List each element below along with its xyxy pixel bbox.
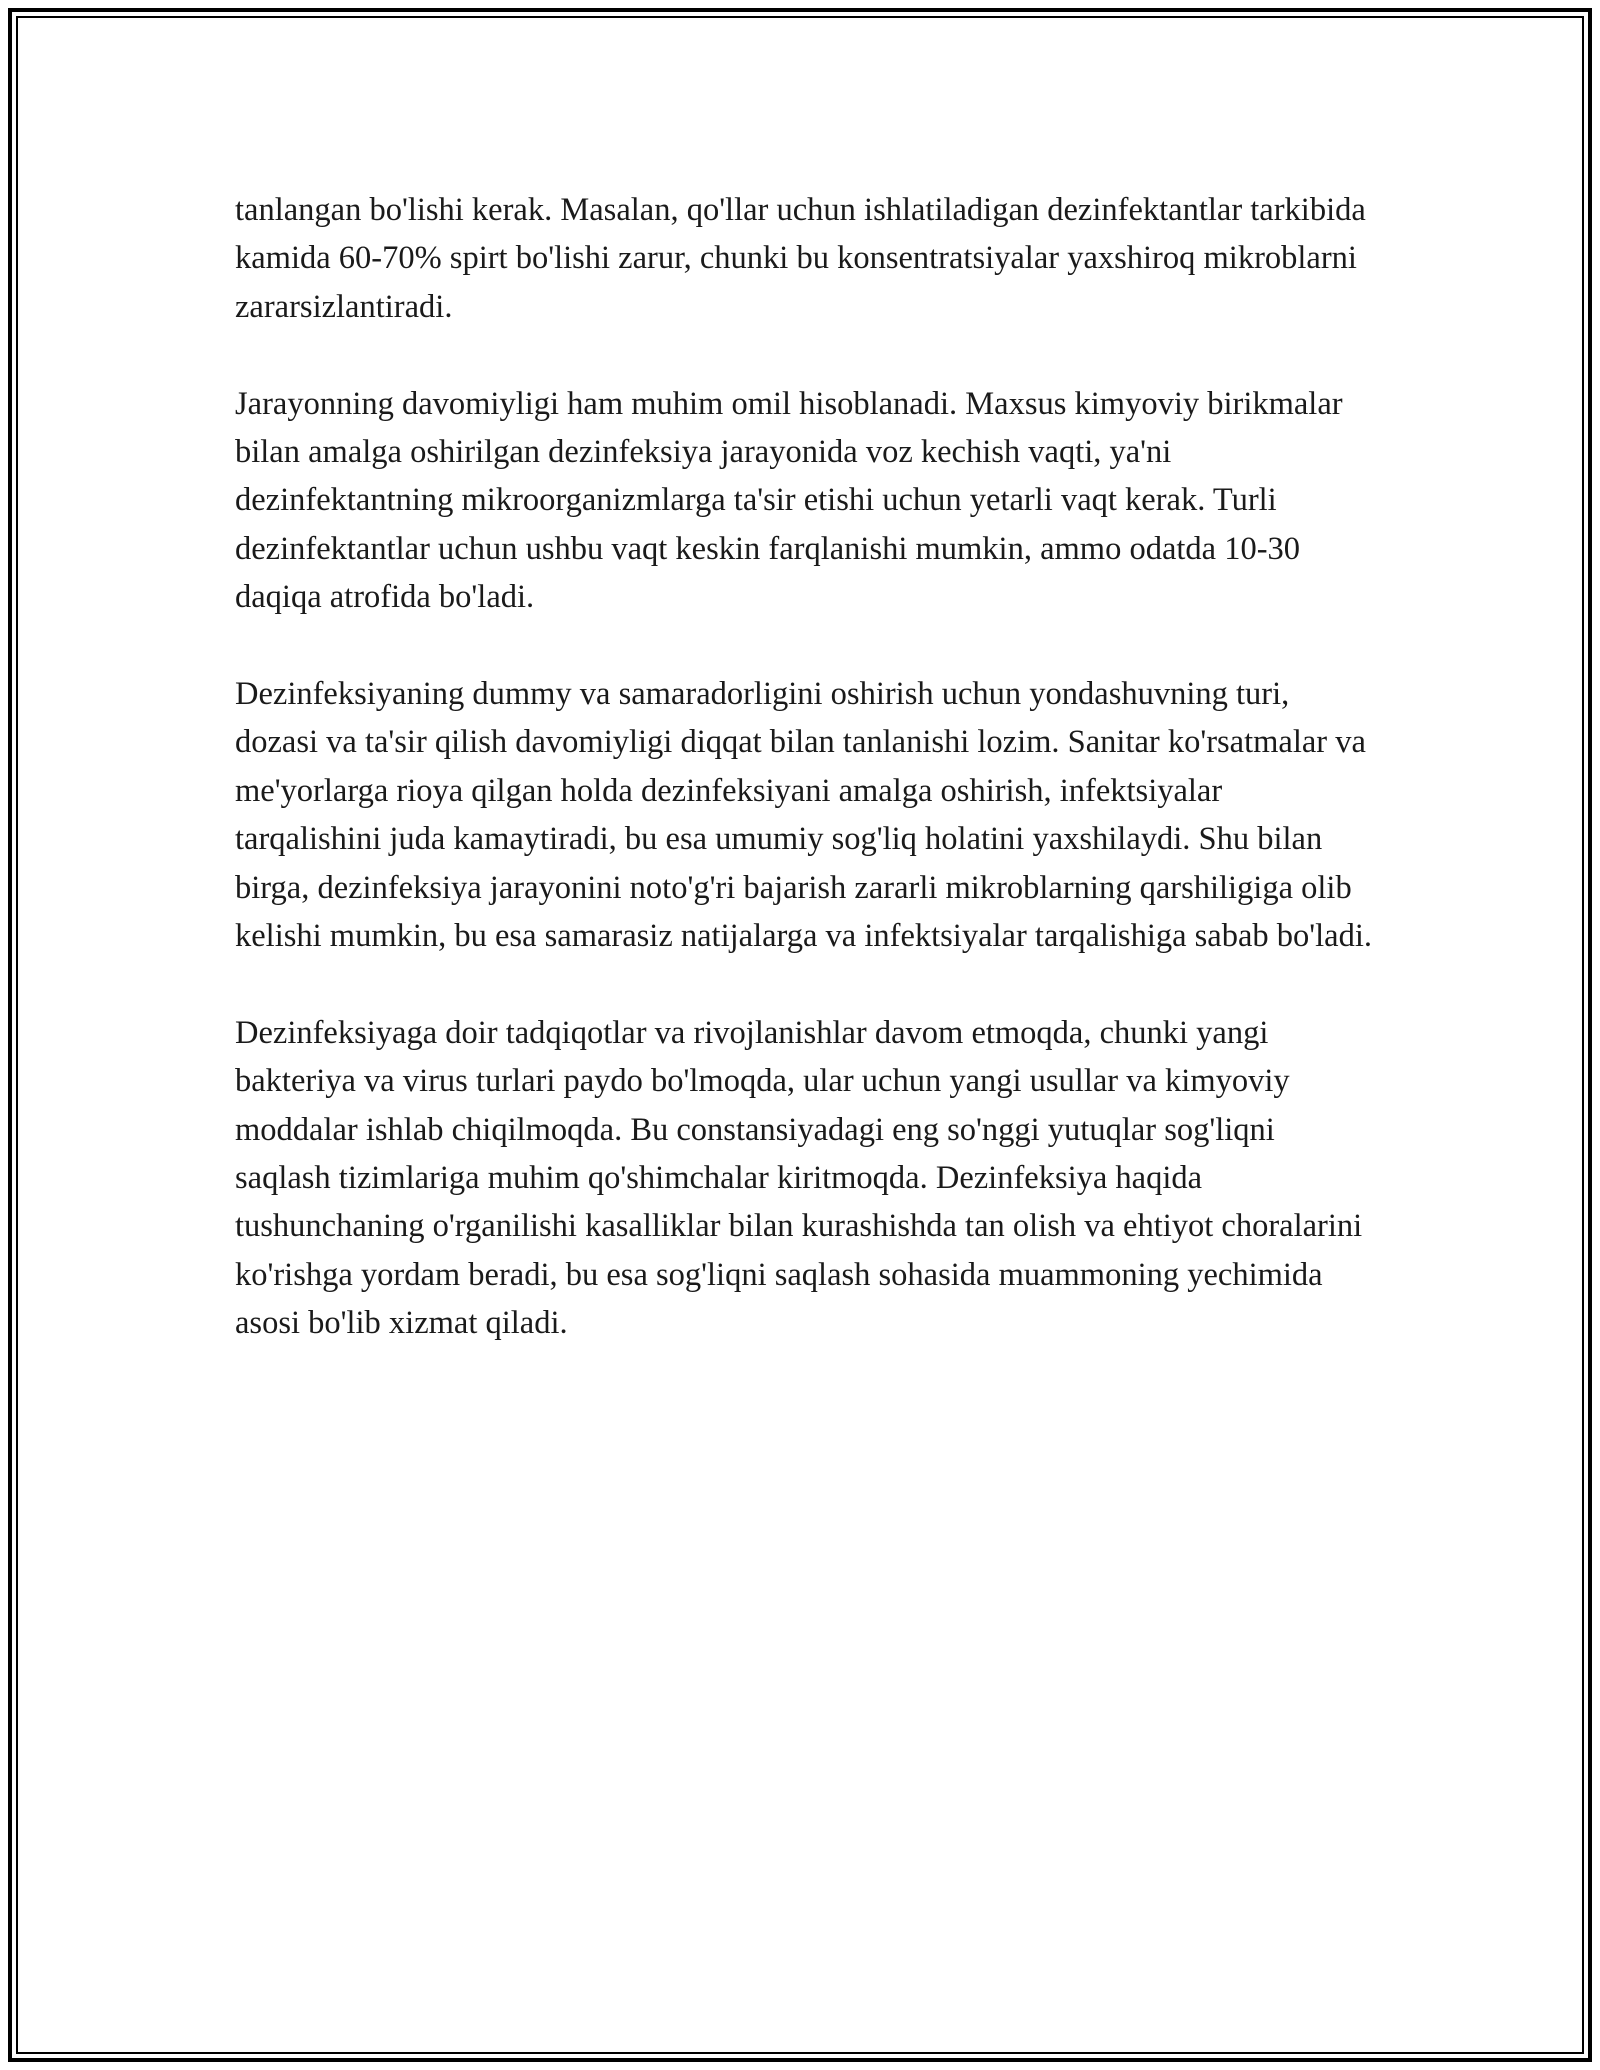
document-body (235, 186, 1375, 1348)
paragraph-1: tanlangan bo'lishi kerak. Masalan, qo'llar uchun ishlatiladigan dezinfektantlar tarkibida kamida 60-70% spirt bo'lishi zarur, chunki bu konsentratsiyalar yaxshiroq mikroblarni zararsizlantiradi. (235, 192, 1366, 325)
paragraph-3: Dezinfeksiyaning dummy va samaradorligini oshirish uchun yondashuvning turi, dozasi va ta'sir qilish davomiyligi diqqat bilan tanlanishi lozim. Sanitar ko'rsatmalar va me'yorlarga rioya qilgan holda dezinfeksiyani amalga oshirish, infektsiyalar tarqalishini juda kamaytiradi, bu esa umumiy sog'liq holatini yaxshilaydi. Shu bilan birga, dezinfeksiya jarayonini noto'g'ri bajarish zararli mikroblarning qarshiligiga olib kelishi mumkin, bu esa samarasiz natijalarga va infektsiyalar tarqalishiga sabab bo'ladi. (235, 676, 1372, 955)
paragraph-2: Jarayonning davomiyligi ham muhim omil hisoblanadi. Maxsus kimyoviy birikmalar bilan amalga oshirilgan dezinfeksiya jarayonida voz kechish vaqti, ya'ni dezinfektantning mikroorganizmlarga ta'sir etishi uchun yetarli vaqt kerak. Turli dezinfektantlar uchun ushbu vaqt keskin farqlanishi mumkin, ammo odatda 10-30 daqiqa atrofida bo'ladi. (235, 385, 1343, 616)
paragraph-4: Dezinfeksiyaga doir tadqiqotlar va rivojlanishlar davom etmoqda, chunki yangi bakteriya va virus turlari paydo bo'lmoqda, ular uchun yangi usullar va kimyoviy moddalar ishlab chiqilmoqda. Bu constansiyadagi eng so'nggi yutuqlar sog'liqni saqlash tizimlariga muhim qo'shimchalar kiritmoqda. Dezinfeksiya haqida tushunchaning o'rganilishi kasalliklar bilan kurashishda tan olish va ehtiyot choralarini ko'rishga yordam beradi, bu esa sog'liqni saqlash sohasida muammoning yechimida asosi bo'lib xizmat qiladi. (235, 1014, 1363, 1342)
